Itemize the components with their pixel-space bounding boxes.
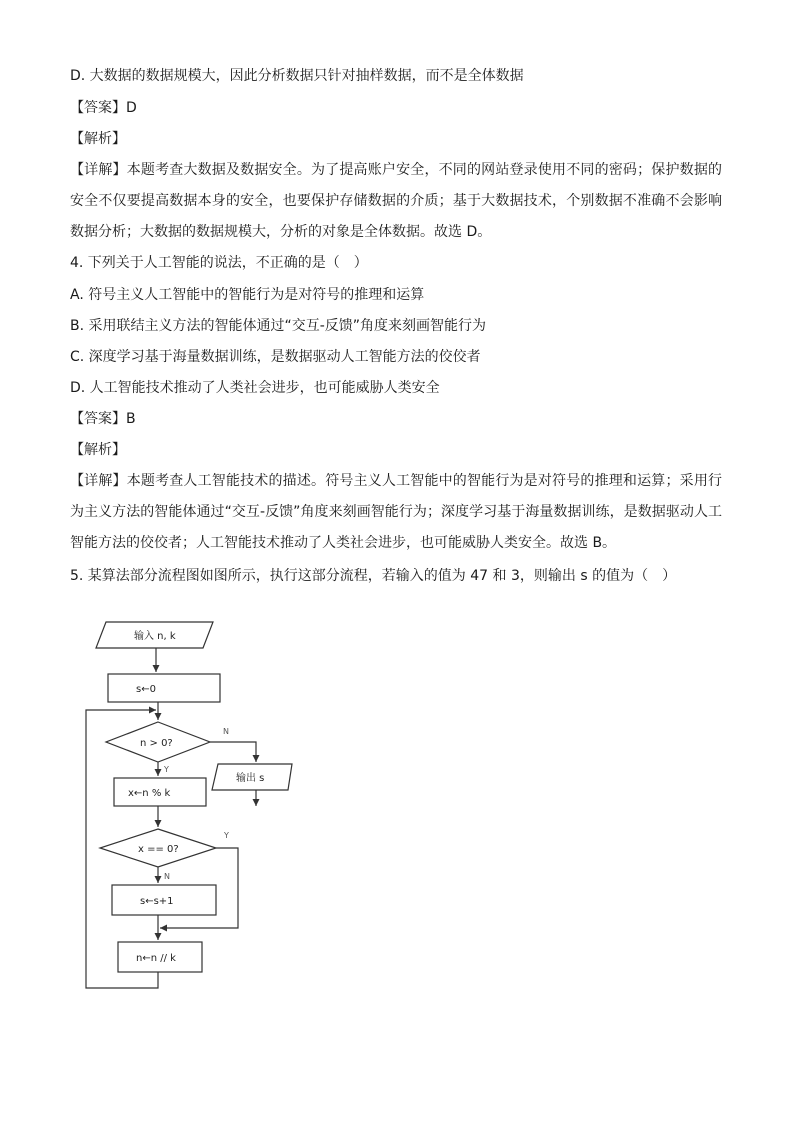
flow-yes1-label: Y xyxy=(164,765,169,774)
flow-yes2-label: Y xyxy=(224,831,229,840)
q4-analysis-label: 【解析】 xyxy=(70,442,126,458)
q3-detail: 【详解】本题考查大数据及数据安全。为了提高账户安全，不同的网站登录使用不同的密码；保护数据的安全不仅要提高数据本身的安全，也要保护存储数据的介质；基于大数据技术，个别数据不准确不会影响数据分析；大数据的数据规模大，分析的对象是全体数据。故选 D。 xyxy=(70,162,722,240)
flow-no1-label: N xyxy=(223,727,229,736)
flow-cond1-text: n > 0? xyxy=(140,738,173,749)
q4-option-c: C. 深度学习基于海量数据训练，是数据驱动人工智能方法的佼佼者 xyxy=(70,349,481,365)
flow-inc-text: s←s+1 xyxy=(140,896,174,907)
q4-option-b: B. 采用联结主义方法的智能体通过“交互-反馈”角度来刻画智能行为 xyxy=(70,318,487,334)
q4-answer: 【答案】B xyxy=(70,411,136,427)
q3-answer: 【答案】D xyxy=(70,100,137,116)
q4-detail: 【详解】本题考查人工智能技术的描述。符号主义人工智能中的智能行为是对符号的推理和运算；采用行为主义方法的智能体通过“交互-反馈”角度来刻画智能行为；深度学习基于海量数据训练，是数据驱动人工智能方法的佼佼者；人工智能技术推动了人类社会进步，也可能威胁人类安全。故选 B。 xyxy=(70,473,722,551)
q4-stem: 4. 下列关于人工智能的说法，不正确的是（ ） xyxy=(70,255,368,271)
flow-no2-label: N xyxy=(164,872,170,881)
flow-cond2-text: x == 0? xyxy=(138,844,179,855)
flowchart xyxy=(78,592,298,997)
flow-input-text: 输入 n, k xyxy=(134,631,176,642)
q4-option-a: A. 符号主义人工智能中的智能行为是对符号的推理和运算 xyxy=(70,287,425,303)
flow-output-text: 输出 s xyxy=(236,773,265,784)
flow-div-text: n←n // k xyxy=(136,953,176,964)
flow-init-box xyxy=(108,674,220,702)
q3-option-d: D. 大数据的数据规模大，因此分析数据只针对抽样数据，而不是全体数据 xyxy=(70,68,524,84)
q4-option-d: D. 人工智能技术推动了人类社会进步，也可能威胁人类安全 xyxy=(70,380,440,396)
q5-stem: 5. 某算法部分流程图如图所示，执行这部分流程，若输入的值为 47 和 3，则输出 s 的值为（ ） xyxy=(70,568,677,584)
flow-init-text: s←0 xyxy=(136,684,156,695)
q3-analysis-label: 【解析】 xyxy=(70,131,126,147)
flow-mod-text: x←n % k xyxy=(128,788,171,799)
